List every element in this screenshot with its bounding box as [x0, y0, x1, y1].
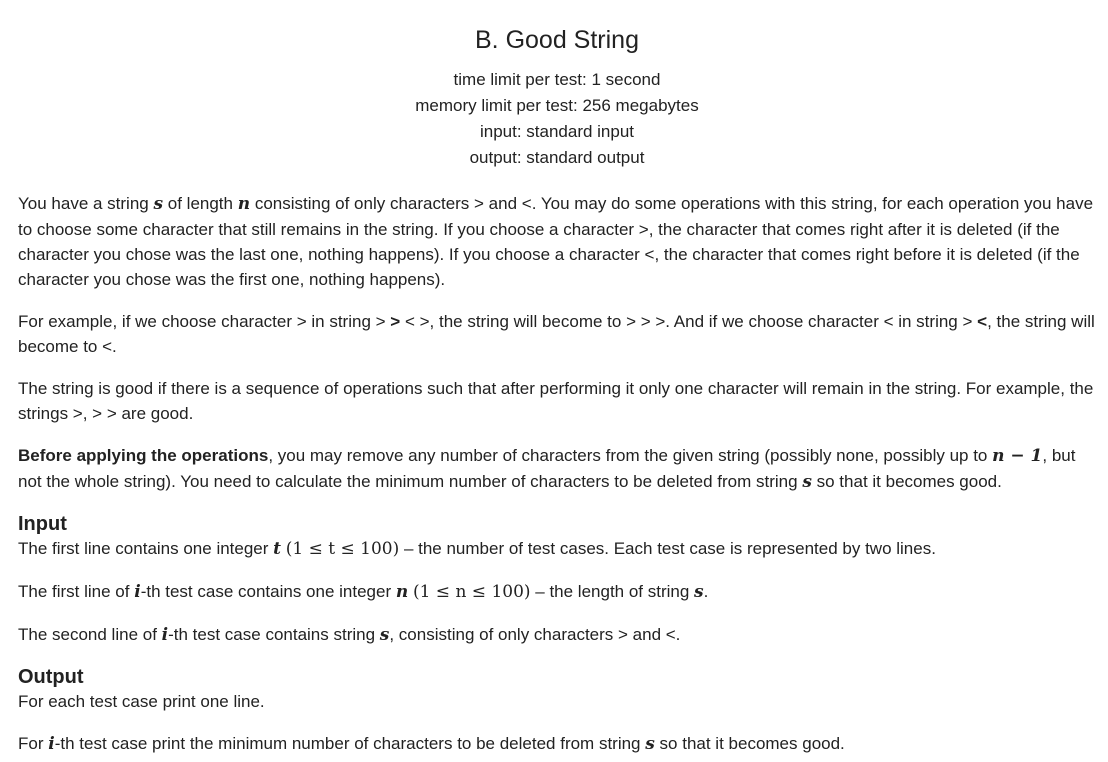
text: The first line contains one integer	[18, 539, 274, 558]
math-var: i	[134, 582, 141, 602]
text: – the number of test cases. Each test case is represented by two lines.	[399, 539, 936, 558]
text: .	[703, 582, 709, 601]
math-var: s	[153, 194, 164, 214]
statement-paragraph-4	[18, 443, 1096, 495]
text: , you may remove any number of characters from the given string (possibly none, possibly up to	[268, 446, 993, 465]
input-line-3	[18, 622, 1096, 648]
output-title: Output	[18, 666, 84, 688]
math-var: n	[395, 582, 409, 602]
time-limit: time limit per test: 1 second	[453, 70, 661, 89]
math-var: s	[802, 472, 812, 492]
text: -th test case contains one integer	[140, 582, 396, 601]
text: , but not the whole string). You need to calculate the minimum number of characters to be deleted from string	[18, 446, 1076, 491]
problem-title: B. Good String	[475, 26, 639, 54]
text: < >, the string will become to > > >. And if we choose character < in string >	[400, 312, 978, 331]
output-type: output: standard output	[469, 148, 645, 167]
math-var: i	[48, 734, 55, 754]
text: You have a string	[18, 194, 154, 213]
output-line-2	[18, 731, 1096, 757]
statement-paragraph-3: The string is good if there is a sequence of operations such that after performing it only one character will remain in the string. For example, the strings >, > > are good.	[18, 379, 1094, 423]
text: -th test case print the minimum number of characters to be deleted from string	[54, 734, 646, 753]
text: so that it becomes good.	[811, 472, 1002, 491]
output-specification	[18, 665, 1096, 757]
math-var: s	[379, 625, 390, 645]
math-expr: (1 ≤ n ≤ 100)	[412, 582, 531, 602]
math-var: t	[273, 539, 282, 559]
text: For example, if we choose character > in string >	[18, 312, 391, 331]
input-type: input: standard input	[479, 122, 635, 141]
text: , the string will become to <.	[18, 312, 1095, 356]
problem-header	[18, 0, 1096, 171]
text: of length	[163, 194, 238, 213]
text: The first line of	[18, 582, 135, 601]
math-var: s	[645, 734, 655, 754]
math-var: s	[694, 582, 704, 602]
input-title: Input	[18, 513, 67, 535]
text: consisting of only characters > and <. You may do some operations with this string, for each operation you have to choose some character that still remains in the string. If you choose a character >, the character that comes right after it is deleted (if the character you chose was the last one, nothing happens). If you choose a character <, the character that comes right before it is deleted (if the character you chose was the first one, nothing happens).	[18, 194, 1094, 289]
text: The second line of	[18, 625, 162, 644]
statement-paragraph-2	[18, 309, 1096, 359]
bold-char: >	[390, 312, 401, 331]
math-expr: (1 ≤ t ≤ 100)	[285, 539, 400, 559]
input-line-2	[18, 579, 1096, 605]
text: , consisting of only characters > and <.	[389, 625, 681, 644]
text: so that it becomes good.	[654, 734, 845, 753]
input-line-1	[18, 536, 1096, 562]
statement-paragraph-1	[18, 191, 1096, 292]
output-line-1: For each test case print one line.	[18, 692, 265, 711]
memory-limit: memory limit per test: 256 megabytes	[415, 96, 699, 115]
text: For	[18, 734, 49, 753]
math-expr: n − 1	[992, 446, 1043, 466]
text: – the length of string	[530, 582, 695, 601]
math-var: n	[237, 194, 251, 214]
math-var: i	[161, 625, 169, 645]
bold-char: <	[977, 312, 988, 331]
text: -th test case contains string	[168, 625, 380, 644]
input-specification	[18, 512, 1096, 648]
problem-statement	[18, 191, 1096, 495]
bold-text: Before applying the operations	[18, 446, 269, 465]
